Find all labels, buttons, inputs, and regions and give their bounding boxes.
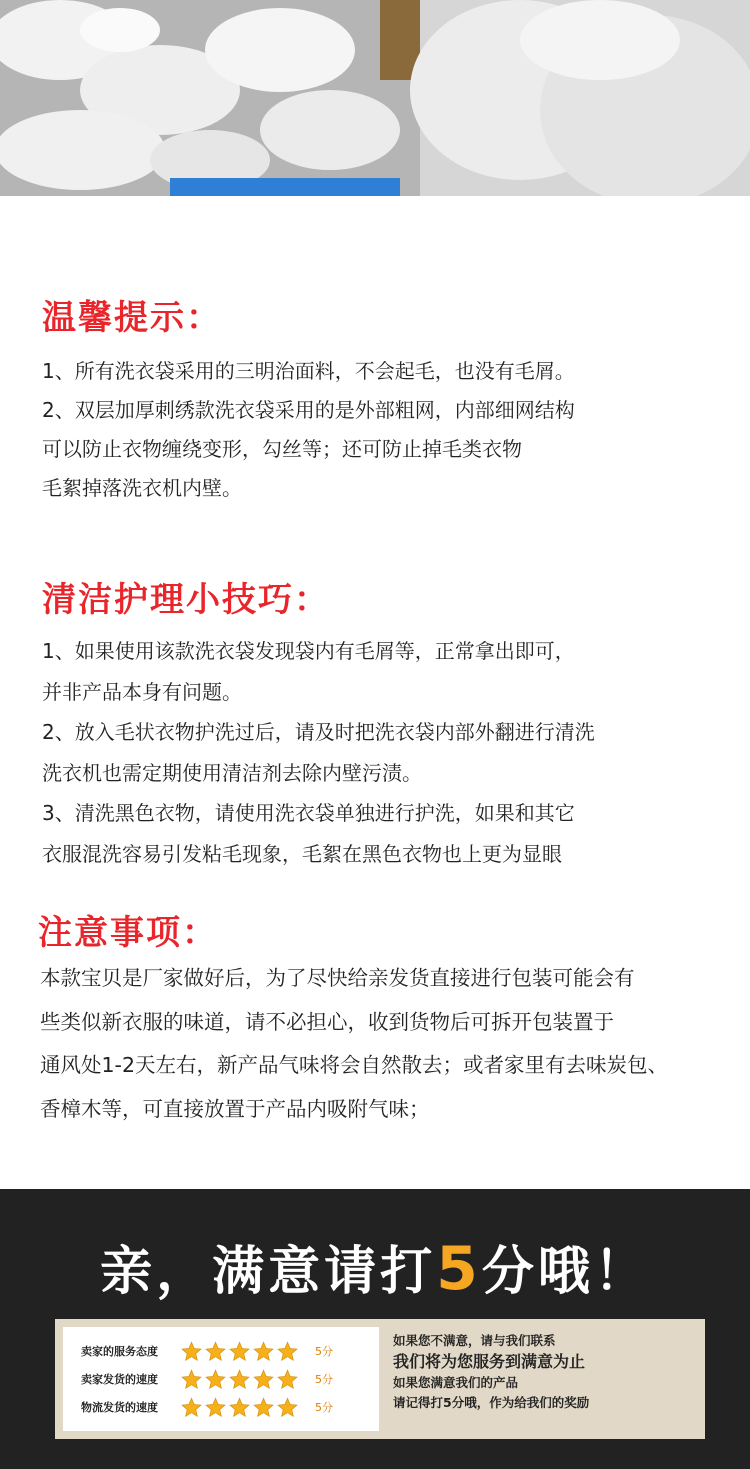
notice-title: 注意事项： bbox=[38, 913, 218, 953]
care-line: 洗衣机也需定期使用清洁剂去除内壁污渍。 bbox=[42, 760, 422, 785]
rating-row bbox=[81, 1396, 371, 1418]
rating-row-label: 卖家的服务态度 bbox=[81, 1345, 158, 1358]
rating-message-line: 请记得打5分哦，作为给我们的奖励 bbox=[393, 1395, 590, 1410]
rating-message-line: 如果您不满意，请与我们联系 bbox=[393, 1333, 556, 1348]
star-icon bbox=[229, 1369, 250, 1390]
rating-message bbox=[393, 1331, 693, 1413]
rating-message-line: 我们将为您服务到满意为止 bbox=[393, 1352, 586, 1371]
rating-title-pre: 亲，满意请打 bbox=[100, 1242, 437, 1302]
rating-row-label: 物流发货的速度 bbox=[81, 1401, 158, 1414]
rating-table bbox=[63, 1327, 379, 1431]
rating-row-score: 5分 bbox=[315, 1401, 333, 1414]
rating-title bbox=[0, 1229, 750, 1304]
star-icon bbox=[277, 1369, 298, 1390]
rating-title-number: 5 bbox=[436, 1234, 482, 1304]
care-paragraph bbox=[42, 631, 732, 874]
star-icon bbox=[253, 1369, 274, 1390]
tips-line: 毛絮掉落洗衣机内壁。 bbox=[42, 476, 242, 500]
care-line: 衣服混洗容易引发粘毛现象，毛絮在黑色衣物也上更为显眼 bbox=[42, 841, 562, 866]
star-icon bbox=[229, 1397, 250, 1418]
rating-stars bbox=[181, 1341, 311, 1362]
rating-stars bbox=[181, 1397, 311, 1418]
care-line: 1、如果使用该款洗衣袋发现袋内有毛屑等，正常拿出即可， bbox=[42, 639, 575, 663]
star-icon bbox=[205, 1397, 226, 1418]
star-icon bbox=[181, 1369, 202, 1390]
notice-line: 香樟木等，可直接放置于产品内吸附气味； bbox=[40, 1096, 430, 1121]
notice-line: 本款宝贝是厂家做好后，为了尽快给亲发货直接进行包装可能会有 bbox=[40, 966, 635, 990]
rating-row-label: 卖家发货的速度 bbox=[81, 1373, 158, 1386]
notice-line: 通风处1-2天左右，新产品气味将会自然散去；或者家里有去味炭包、 bbox=[40, 1053, 668, 1077]
tips-paragraph bbox=[42, 352, 732, 508]
rating-card bbox=[55, 1319, 705, 1439]
rating-message-line: 如果您满意我们的产品 bbox=[393, 1375, 519, 1390]
care-line: 3、清洗黑色衣物，请使用洗衣袋单独进行护洗，如果和其它 bbox=[42, 801, 575, 825]
care-title: 清洁护理小技巧： bbox=[42, 580, 330, 620]
care-line: 2、放入毛状衣物护洗过后，请及时把洗衣袋内部外翻进行清洗 bbox=[42, 720, 595, 744]
star-icon bbox=[181, 1341, 202, 1362]
star-icon bbox=[205, 1341, 226, 1362]
rating-row bbox=[81, 1368, 371, 1390]
star-icon bbox=[253, 1341, 274, 1362]
tips-title: 温馨提示： bbox=[42, 298, 222, 338]
rating-row bbox=[81, 1340, 371, 1362]
notice-paragraph bbox=[40, 957, 730, 1131]
rating-row-score: 5分 bbox=[315, 1373, 333, 1386]
star-icon bbox=[181, 1397, 202, 1418]
notice-line: 些类似新衣服的味道，请不必担心，收到货物后可拆开包装置于 bbox=[40, 1009, 614, 1034]
care-line: 并非产品本身有问题。 bbox=[42, 679, 242, 704]
laundry-bag-pile-photo bbox=[0, 0, 750, 196]
star-icon bbox=[205, 1369, 226, 1390]
rating-banner bbox=[0, 1189, 750, 1469]
rating-row-score: 5分 bbox=[315, 1345, 333, 1358]
tips-line: 1、所有洗衣袋采用的三明治面料，不会起毛，也没有毛屑。 bbox=[42, 359, 575, 383]
star-icon bbox=[277, 1397, 298, 1418]
tips-line: 可以防止衣物缠绕变形，勾丝等；还可防止掉毛类衣物 bbox=[42, 437, 522, 461]
star-icon bbox=[229, 1341, 250, 1362]
tips-line: 2、双层加厚刺绣款洗衣袋采用的是外部粗网，内部细网结构 bbox=[42, 398, 575, 422]
rating-title-post: 分哦！ bbox=[481, 1242, 650, 1302]
star-icon bbox=[277, 1341, 298, 1362]
rating-stars bbox=[181, 1369, 311, 1390]
product-photo bbox=[0, 0, 750, 196]
star-icon bbox=[253, 1397, 274, 1418]
